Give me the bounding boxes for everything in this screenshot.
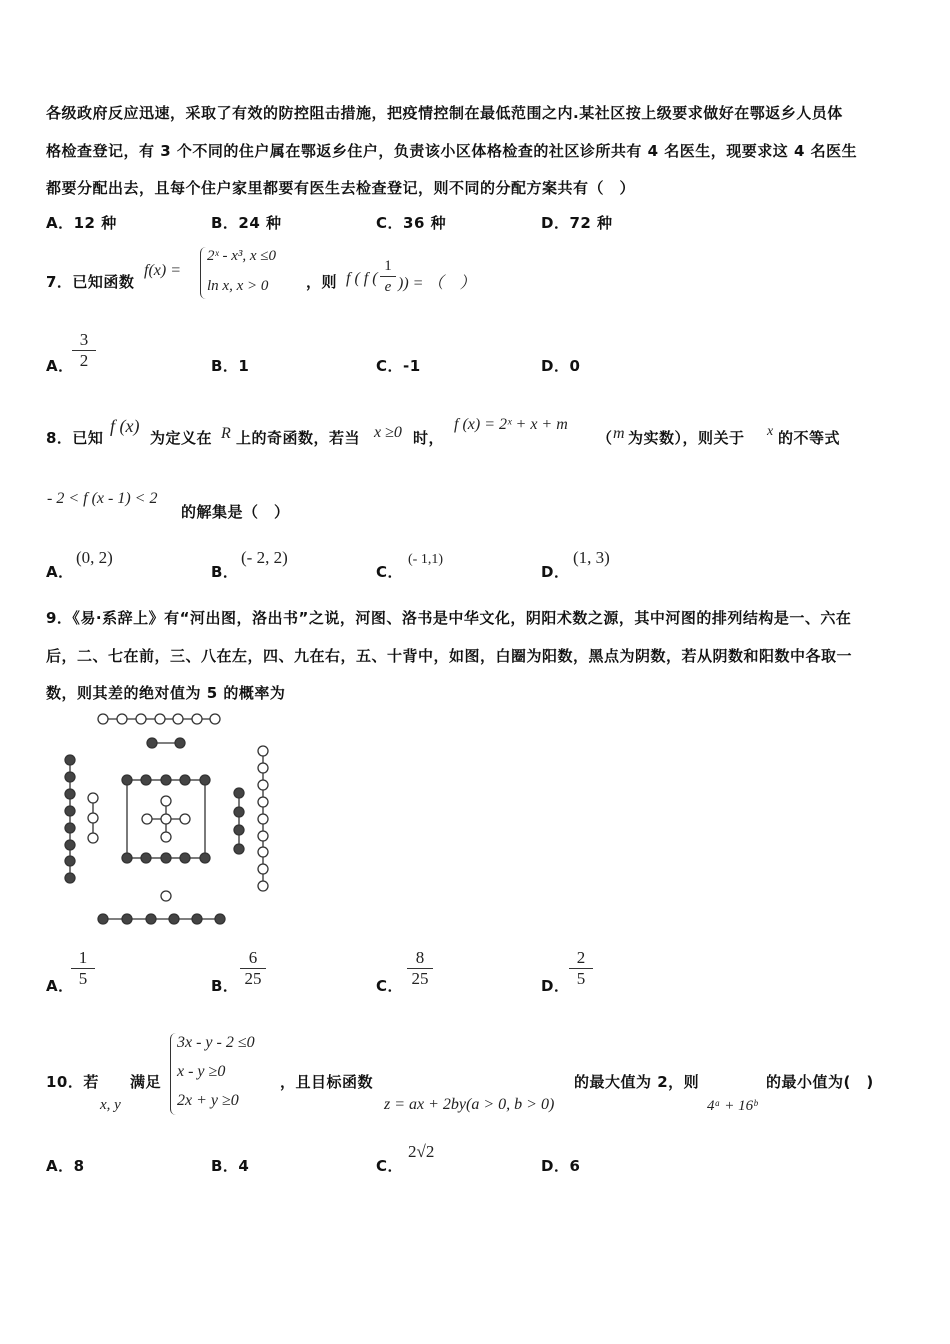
- q8-inequality: - 2 < f (x - 1) < 2: [47, 490, 158, 507]
- intro-line-3: 都要分配出去，且每个住户家里都要有医生去检查登记，则不同的分配方案共有（ ）: [46, 179, 636, 197]
- q9-option-d-fraction: [569, 948, 593, 989]
- q7-then: ，则: [306, 273, 338, 291]
- q8-text-4: （: [597, 429, 613, 447]
- q8-text-6: 的不等式: [778, 429, 841, 447]
- q10-constraint-3: 2x + y ≥0: [177, 1092, 239, 1109]
- q10-constraint-2: x - y ≥0: [177, 1063, 226, 1080]
- intro-option-b: B．24 种: [211, 214, 282, 232]
- q10-option-d: D．6: [541, 1157, 581, 1175]
- intro-line-2: 格检查登记，有 3 个不同的住户属在鄂返乡住户，负责该小区体格检查的社区诊所共有 4 名医生，现要求这 4 名医生: [46, 142, 858, 160]
- q10-option-c-label: C．: [376, 1157, 404, 1175]
- hetu-diagram: [50, 708, 290, 933]
- q10-brace: [170, 1033, 177, 1115]
- q7-option-c: C．-1: [376, 357, 421, 375]
- q10-expression: 4ᵃ + 16ᵇ: [707, 1098, 758, 1114]
- q7-expr-num: 1: [380, 256, 396, 277]
- q7-option-a-num: 3: [72, 330, 96, 351]
- q8-text-1: 为定义在: [150, 429, 213, 447]
- q9-option-c-label: C．: [376, 977, 404, 995]
- q7-option-a-fraction: [72, 330, 96, 371]
- q8-option-a: (0, 2): [76, 548, 113, 567]
- q9-option-d-num: 2: [569, 948, 593, 969]
- q10-constraint-1: 3x - y - 2 ≤0: [177, 1034, 255, 1051]
- q9-option-b-fraction: [240, 948, 266, 989]
- q9-option-b-den: 25: [244, 969, 262, 988]
- q7-expr-left: f ( f (: [346, 270, 378, 287]
- q8-option-b-label: B．: [211, 563, 239, 581]
- q7-expr-den: e: [384, 279, 392, 295]
- q8-option-c: (- 1,1): [408, 552, 443, 567]
- q10-option-a: A．8: [46, 1157, 85, 1175]
- q9-option-a-den: 5: [78, 969, 88, 988]
- q9-option-b-label: B．: [211, 977, 239, 995]
- intro-option-c: C．36 种: [376, 214, 447, 232]
- q7-case-2: ln x, x > 0: [207, 278, 269, 294]
- q9-option-b-num: 6: [240, 948, 266, 969]
- intro-line-1: 各级政府反应迅速，采取了有效的防控阻击措施，把疫情控制在最低范围之内.某社区按上级要求做好在鄂返乡人员体: [46, 104, 843, 122]
- q8-option-a-label: A．: [46, 563, 74, 581]
- q10-text-3: 的最小值为( ): [766, 1073, 874, 1091]
- q9-option-c-num: 8: [407, 948, 433, 969]
- q7-expr-right: )) = （ ）: [398, 275, 476, 292]
- q10-text-1: ，且目标函数: [280, 1073, 374, 1091]
- q9-line-2: 后，二、七在前，三、八在左，四、九在右，五、十背中，如图，白圈为阳数，黑点为阴数，若从阴数和阳数中各取一: [46, 647, 853, 665]
- q7-option-a-label: A．: [46, 357, 74, 375]
- q7-case-1: 2ˣ - x³, x ≤0: [207, 248, 277, 264]
- q8-cond: x ≥0: [374, 424, 402, 441]
- q10-label: 10．若: [46, 1073, 99, 1091]
- q7-brace: [200, 247, 207, 299]
- intro-option-a: A．12 种: [46, 214, 117, 232]
- q10-option-c: 2√2: [408, 1142, 435, 1161]
- q7-fx: f(x) =: [144, 262, 181, 279]
- q8-text-2: 上的奇函数，若当: [236, 429, 361, 447]
- q9-option-a-fraction: [71, 948, 95, 989]
- q8-option-c-label: C．: [376, 563, 404, 581]
- q8-label: 8．已知: [46, 429, 104, 447]
- intro-option-d: D．72 种: [541, 214, 613, 232]
- q8-option-b: (- 2, 2): [241, 548, 288, 567]
- q8-text-7: 的解集是（ ）: [181, 503, 290, 521]
- q8-option-d: (1, 3): [573, 548, 610, 567]
- q8-R: R: [221, 425, 231, 442]
- q8-fx: f (x): [110, 416, 140, 436]
- q10-option-b: B．4: [211, 1157, 250, 1175]
- q9-option-d-label: D．: [541, 977, 570, 995]
- q10-text-2: 的最大值为 2，则: [574, 1073, 700, 1091]
- q9-option-d-den: 5: [576, 969, 586, 988]
- q9-line-1: 9．《易·系辞上》有“河出图，洛出书”之说，河图、洛书是中华文化，阴阳术数之源，其中河图的排列结构是一、六在: [46, 609, 852, 627]
- q8-text-5: 为实数），则关于: [628, 429, 745, 447]
- q9-option-c-fraction: [407, 948, 433, 989]
- q10-objective: z = ax + 2by(a > 0, b > 0): [384, 1096, 555, 1113]
- q8-option-d-label: D．: [541, 563, 570, 581]
- q8-formula: f (x) = 2ˣ + x + m: [454, 416, 568, 433]
- q7-option-a-den: 2: [79, 351, 89, 370]
- q7-label: 7．已知函数: [46, 273, 135, 291]
- q7-option-d: D．0: [541, 357, 581, 375]
- q10-vars: x, y: [100, 1097, 121, 1113]
- q10-satisfy: 满足: [130, 1073, 162, 1091]
- q9-option-a-num: 1: [71, 948, 95, 969]
- q7-expr-fraction: [380, 256, 396, 297]
- q8-m: m: [613, 425, 625, 442]
- q9-option-a-label: A．: [46, 977, 74, 995]
- q9-line-3: 数，则其差的绝对值为 5 的概率为: [46, 684, 286, 702]
- q8-x: x: [767, 424, 774, 439]
- q9-option-c-den: 25: [411, 969, 429, 988]
- q7-option-b: B．1: [211, 357, 250, 375]
- q8-text-3: 时，: [413, 429, 445, 447]
